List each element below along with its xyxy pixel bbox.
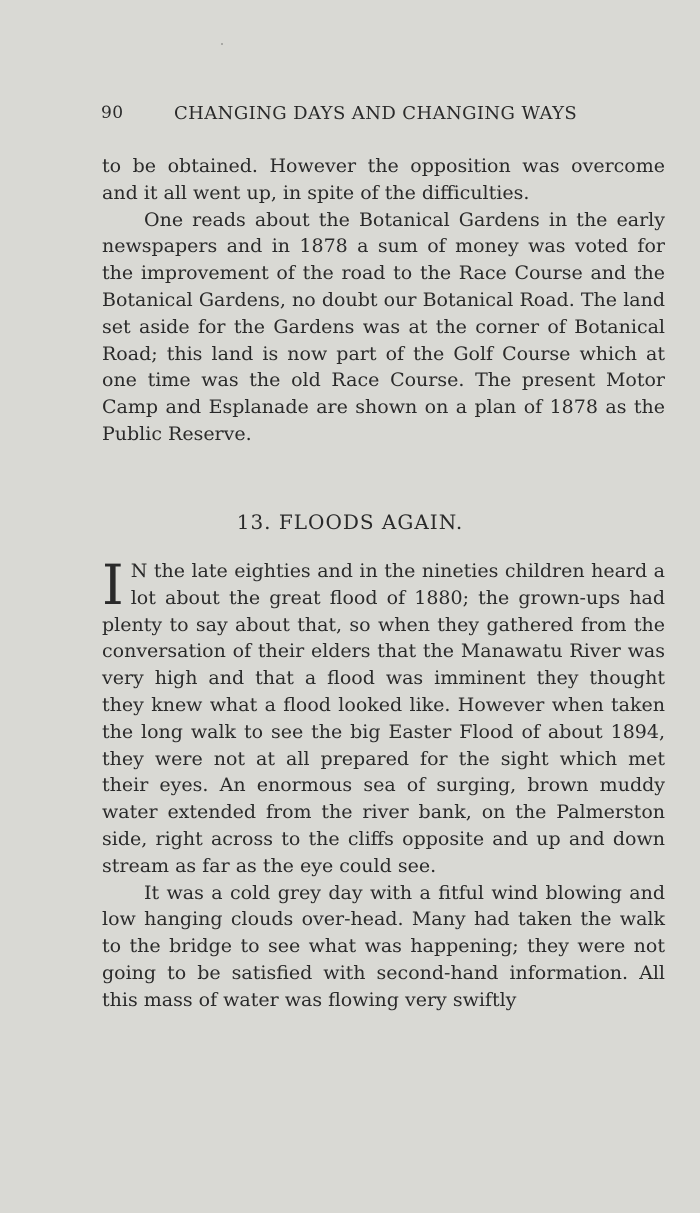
page-speck bbox=[221, 43, 223, 45]
running-title: CHANGING DAYS AND CHANGING WAYS bbox=[174, 103, 578, 124]
intro-text bbox=[102, 153, 665, 448]
drop-cap: I bbox=[102, 553, 124, 617]
section-paragraph-1: N the late eighties and in the nineties children heard a lot about the great flood of 1880; the grown-ups had plenty to say about that, so when they gathered from the conversation of their elders that the Manawatu River was very high and that a flood was imminent they thought they knew what a flood looked like. However when taken the long walk to see the big Easter Flood of about 1894, they were not at all prepared for the sight which met their eyes. An enormous sea of surging, brown muddy water extended from the river bank, on the Palmerston side, right across to the cliffs opposite and up and down stream as far as the eye could see. bbox=[102, 560, 665, 877]
intro-paragraph-1: to be obtained. However the opposition was overcome and it all went up, in spite of the difficulties. bbox=[102, 155, 665, 204]
page-number: 90 bbox=[101, 103, 124, 123]
intro-paragraph-2: One reads about the Botanical Gardens in the early newspapers and in 1878 a sum of money was voted for the improvement of the road to the Race Course and the Botanical Gardens, no doubt our Botanical Road. The land set aside for the Gardens was at the corner of Botanical Road; this land is now part of the Golf Course which at one time was the old Race Course. The present Motor Camp and Esplanade are shown on a plan of 1878 as the Public Reserve. bbox=[102, 208, 665, 445]
section-paragraph-1-wrapper bbox=[102, 553, 665, 880]
section-paragraph-2: It was a cold grey day with a fitful wind blowing and low hanging clouds over-head. Many had taken the walk to the bridge to see what was happening; they were not going to be satisfied with second-hand information. All this mass of water was flowing very swiftly bbox=[102, 881, 665, 1011]
page-header bbox=[101, 100, 601, 128]
section-heading: 13. FLOODS AGAIN. bbox=[236, 510, 464, 534]
section-text bbox=[102, 553, 665, 1014]
